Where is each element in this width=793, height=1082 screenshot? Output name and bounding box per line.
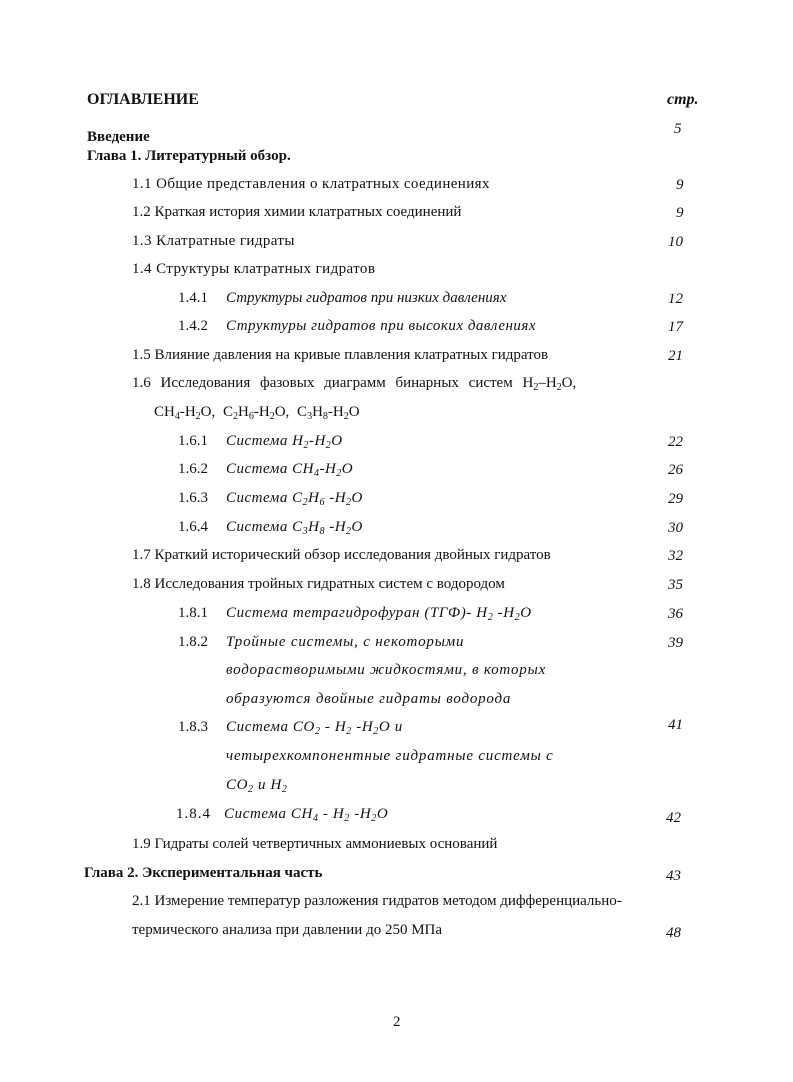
toc-entry-1-8-3-line2: четырехкомпонентные гидратные системы с [226,748,554,764]
toc-page-1-8: 35 [668,577,683,593]
toc-page-1-6-1: 22 [668,434,683,450]
toc-page-1-4-1: 12 [668,291,683,307]
toc-entry-1-8-2-line3: образуются двойные гидраты водорода [226,691,512,707]
toc-entry-1-3: 1.3 Клатратные гидраты [132,233,295,249]
toc-page-1-6-4: 30 [668,520,683,536]
toc-entry-2-1-line1: 2.1 Измерение температур разложения гидратов методом дифференциально- [132,893,622,909]
toc-num-1-4-2: 1.4.2 [178,318,208,334]
toc-entry-1-4: 1.4 Структуры клатратных гидратов [132,261,376,277]
toc-entry-1-4-1: Структуры гидратов при низких давлениях [226,290,507,306]
toc-num-1-8-1: 1.8.1 [178,605,208,621]
toc-num-1-8-4: 1.8.4 [176,806,211,822]
chapter2-page: 43 [666,868,681,884]
toc-entry-1-8-1: Система тетрагидрофуран (ТГФ)- $H_2$ $-H_2O$ [226,605,532,623]
toc-page-1-4-2: 17 [668,319,683,335]
toc-num-1-6-1: 1.6.1 [178,433,208,449]
toc-page-1-6-2: 26 [668,462,683,478]
page-number: 2 [393,1014,401,1030]
toc-entry-1-8-3-line3: $CO_2$ и $H_2$ [226,777,288,795]
toc-title: ОГЛАВЛЕНИЕ [87,91,199,108]
formula-c3h8-h2o: $C_3H_8-H_2O$ [297,404,360,422]
toc-entry-1-6-4: Система $C_3H_8$ $-H_2O$ [226,519,363,537]
toc-page-1-5: 21 [668,348,683,364]
toc-entry-1-8-2-line1: Тройные системы, с некоторыми [226,634,465,650]
toc-entry-1-8: 1.8 Исследования тройных гидратных систем с водородом [132,576,505,592]
toc-entry-1-6-3: Система $C_2H_6$ $-H_2O$ [226,490,363,508]
toc-page-1-7: 32 [668,548,683,564]
toc-entry-1-6-1: Система $H_2-H_2O$ [226,433,343,451]
formula-ch4-h2o: $CH_4-H_2O$, [154,404,216,422]
formula-h2-h2o: $H_2-H_2O$, [522,375,577,393]
toc-entry-1-1: 1.1 Общие представления о клатратных соединениях [132,176,490,192]
toc-page-1-8-4: 42 [666,810,681,826]
toc-entry-1-7: 1.7 Краткий исторический обзор исследования двойных гидратов [132,547,551,563]
toc-entry-1-4-2: Структуры гидратов при высоких давлениях [226,318,537,334]
toc-entry-1-8-3-line1: Система $CO_2 - H_2$ $-H_2O$ и [226,719,403,737]
toc-page-1-1: 9 [676,177,684,193]
toc-entry-1-6-cont [154,405,360,420]
toc-page-1-8-1: 36 [668,606,683,622]
toc-num-1-8-2: 1.8.2 [178,634,208,650]
toc-entry-1-6-2: Система $CH_4-H_2O$ [226,461,354,479]
toc-entry-1-5: 1.5 Влияние давления на кривые плавления клатратных гидратов [132,347,549,363]
chapter1-label: Глава 1. Литературный обзор. [87,148,291,164]
toc-num-1-6-3: 1.6.3 [178,490,208,506]
toc-page-1-8-3: 41 [668,717,683,733]
toc-page-1-3: 10 [668,234,683,250]
toc-entry-1-8-2-line2: водорастворимыми жидкостями, в которых [226,662,547,678]
toc-entry-1-9: 1.9 Гидраты солей четвертичных аммониевых оснований [132,836,498,852]
toc-entry-1-2: 1.2 Краткая история химии клатратных соединений [132,204,462,220]
toc-entry-1-6-label: 1.6 Исследования фазовых диаграмм бинарных систем [132,375,513,391]
toc-num-1-4-1: 1.4.1 [178,290,208,306]
toc-entry-1-6 [132,376,576,391]
toc-page-1-8-2: 39 [668,635,683,651]
formula-c2h6-h2o: $C_2H_6-H_2O$, [223,404,290,422]
intro-page: 5 [674,121,682,137]
page-column-header: стр. [667,91,699,108]
toc-num-1-6-2: 1.6.2 [178,461,208,477]
intro-label: Введение [87,129,150,145]
toc-entry-1-8-4: Система $CH_4 - H_2$ $-H_2O$ [224,806,389,824]
chapter2-label: Глава 2. Экспериментальная часть [84,865,323,881]
toc-page-1-6-3: 29 [668,491,683,507]
toc-page-2-1: 48 [666,925,681,941]
toc-entry-2-1-line2: термического анализа при давлении до 250 МПа [132,922,443,938]
toc-num-1-6-4: 1.6.4 [178,519,208,535]
toc-page-1-2: 9 [676,205,684,221]
toc-num-1-8-3: 1.8.3 [178,719,208,735]
